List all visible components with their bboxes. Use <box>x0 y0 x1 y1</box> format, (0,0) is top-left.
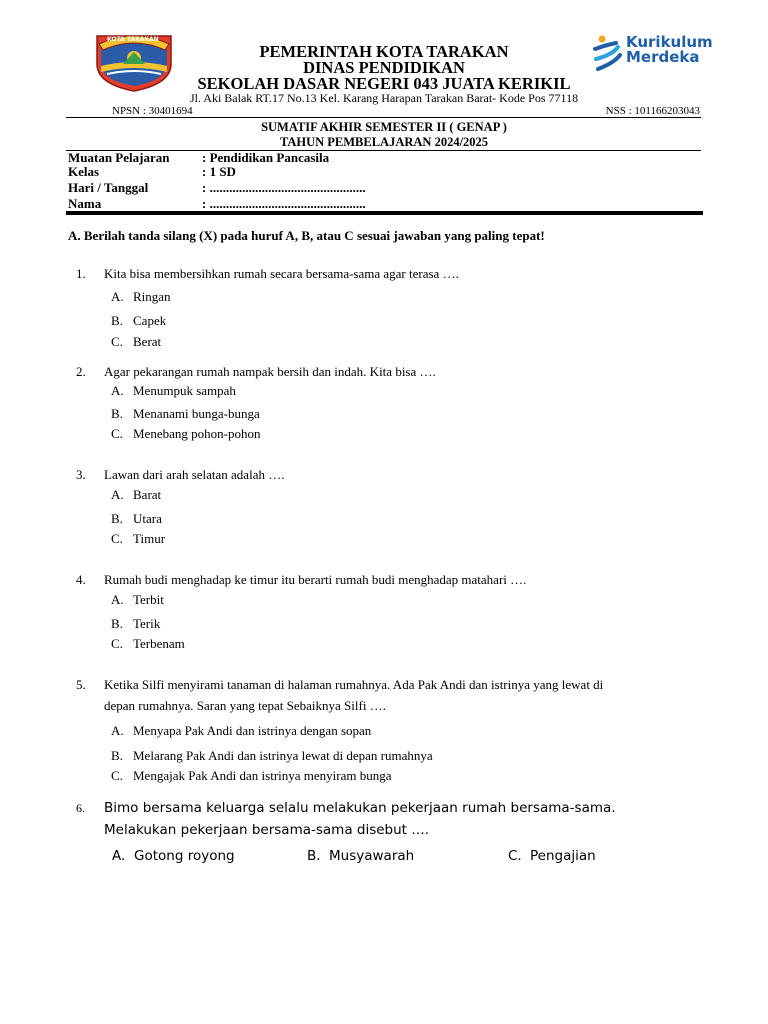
option-2c[interactable]: C. Menebang pohon-pohon <box>111 426 261 441</box>
info-label: Nama <box>68 196 102 211</box>
brand-line-2: Merdeka <box>626 48 700 66</box>
city-emblem-text: KOTA TARAKAN <box>107 36 159 43</box>
exam-year: TAHUN PEMBELAJARAN 2024/2025 <box>279 135 489 149</box>
header-school-name: SEKOLAH DASAR NEGERI 043 JUATA KERIKIL <box>197 74 571 93</box>
option-4c[interactable]: C. Terbenam <box>111 636 185 651</box>
option-4b[interactable]: B. Terik <box>111 616 161 631</box>
question-6-line-2: Melakukan pekerjaan bersama-sama disebut …. <box>104 822 430 838</box>
option-6b[interactable]: B. Musyawarah <box>307 848 415 864</box>
question-5-line-2: depan rumahnya. Saran yang tepat Sebaiknya Silfi …. <box>104 698 386 713</box>
info-row-class <box>68 164 236 180</box>
question-number: 1. <box>76 266 86 281</box>
option-3c[interactable]: C. Timur <box>111 531 166 546</box>
question-number: 6. <box>76 801 85 815</box>
info-row-date <box>68 180 366 196</box>
option-3a[interactable]: A. Barat <box>111 487 162 502</box>
header-department: DINAS PENDIDIKAN <box>303 58 465 77</box>
info-value: : 1 SD <box>202 164 236 179</box>
thick-divider <box>66 211 703 215</box>
question-3 <box>76 467 284 483</box>
info-label: Kelas <box>68 164 100 179</box>
option-6c[interactable]: C. Pengajian <box>508 848 596 864</box>
exam-title: SUMATIF AKHIR SEMESTER II ( GENAP ) <box>261 120 507 134</box>
option-4a[interactable]: A. Terbit <box>111 592 164 607</box>
option-3b[interactable]: B. Utara <box>111 511 162 526</box>
question-4 <box>76 572 526 588</box>
option-1a[interactable]: A. Ringan <box>111 289 171 304</box>
question-text: Rumah budi menghadap ke timur itu berarti rumah budi menghadap matahari …. <box>104 572 527 587</box>
question-text: Agar pekarangan rumah nampak bersih dan indah. Kita bisa …. <box>104 364 436 379</box>
info-label: Hari / Tanggal <box>68 180 149 195</box>
question-number: 4. <box>76 572 86 587</box>
question-text: Ketika Silfi menyirami tanaman di halaman rumahnya. Ada Pak Andi dan istrinya yang lewat di <box>104 677 604 692</box>
option-5b[interactable]: B. Melarang Pak Andi dan istrinya lewat di depan rumahnya <box>111 748 433 763</box>
header-divider <box>66 117 701 118</box>
option-6a[interactable]: A. Gotong royong <box>112 848 235 864</box>
option-2b[interactable]: B. Menanami bunga-bunga <box>111 406 260 421</box>
option-1c[interactable]: C. Berat <box>111 334 162 349</box>
question-number: 2. <box>76 364 86 379</box>
question-text: Bimo bersama keluarga selalu melakukan pekerjaan rumah bersama-sama. <box>104 800 616 816</box>
instruction-text: A. Berilah tanda silang (X) pada huruf A, B, atau C sesuai jawaban yang paling tepat! <box>68 228 545 243</box>
question-number: 3. <box>76 467 86 482</box>
info-label: Muatan Pelajaran <box>68 150 170 165</box>
date-field[interactable]: : ................................................ <box>202 180 366 195</box>
option-5a[interactable]: A. Menyapa Pak Andi dan istrinya dengan sopan <box>111 723 372 738</box>
header-government: PEMERINTAH KOTA TARAKAN <box>259 42 509 61</box>
info-row-name <box>68 196 366 212</box>
nss-number: NSS : 101166203043 <box>605 105 700 117</box>
option-5c[interactable]: C. Mengajak Pak Andi dan istrinya menyiram bunga <box>111 768 392 783</box>
npsn-number: NPSN : 30401694 <box>112 105 193 117</box>
question-2 <box>76 364 436 380</box>
question-6 <box>76 800 616 816</box>
question-5 <box>76 677 603 693</box>
question-1 <box>76 266 459 282</box>
option-1b[interactable]: B. Capek <box>111 313 167 328</box>
name-field[interactable]: : ................................................ <box>202 196 366 211</box>
option-2a[interactable]: A. Menumpuk sampah <box>111 383 236 398</box>
info-value: : Pendidikan Pancasila <box>202 150 330 165</box>
question-number: 5. <box>76 677 86 692</box>
question-text: Kita bisa membersihkan rumah secara bersama-sama agar terasa …. <box>104 266 459 281</box>
brand-line-1: Kurikulum <box>626 33 713 51</box>
question-text: Lawan dari arah selatan adalah …. <box>104 467 285 482</box>
header-address: Jl. Aki Balak RT.17 No.13 Kel. Karang Harapan Tarakan Barat- Kode Pos 77118 <box>189 91 579 105</box>
